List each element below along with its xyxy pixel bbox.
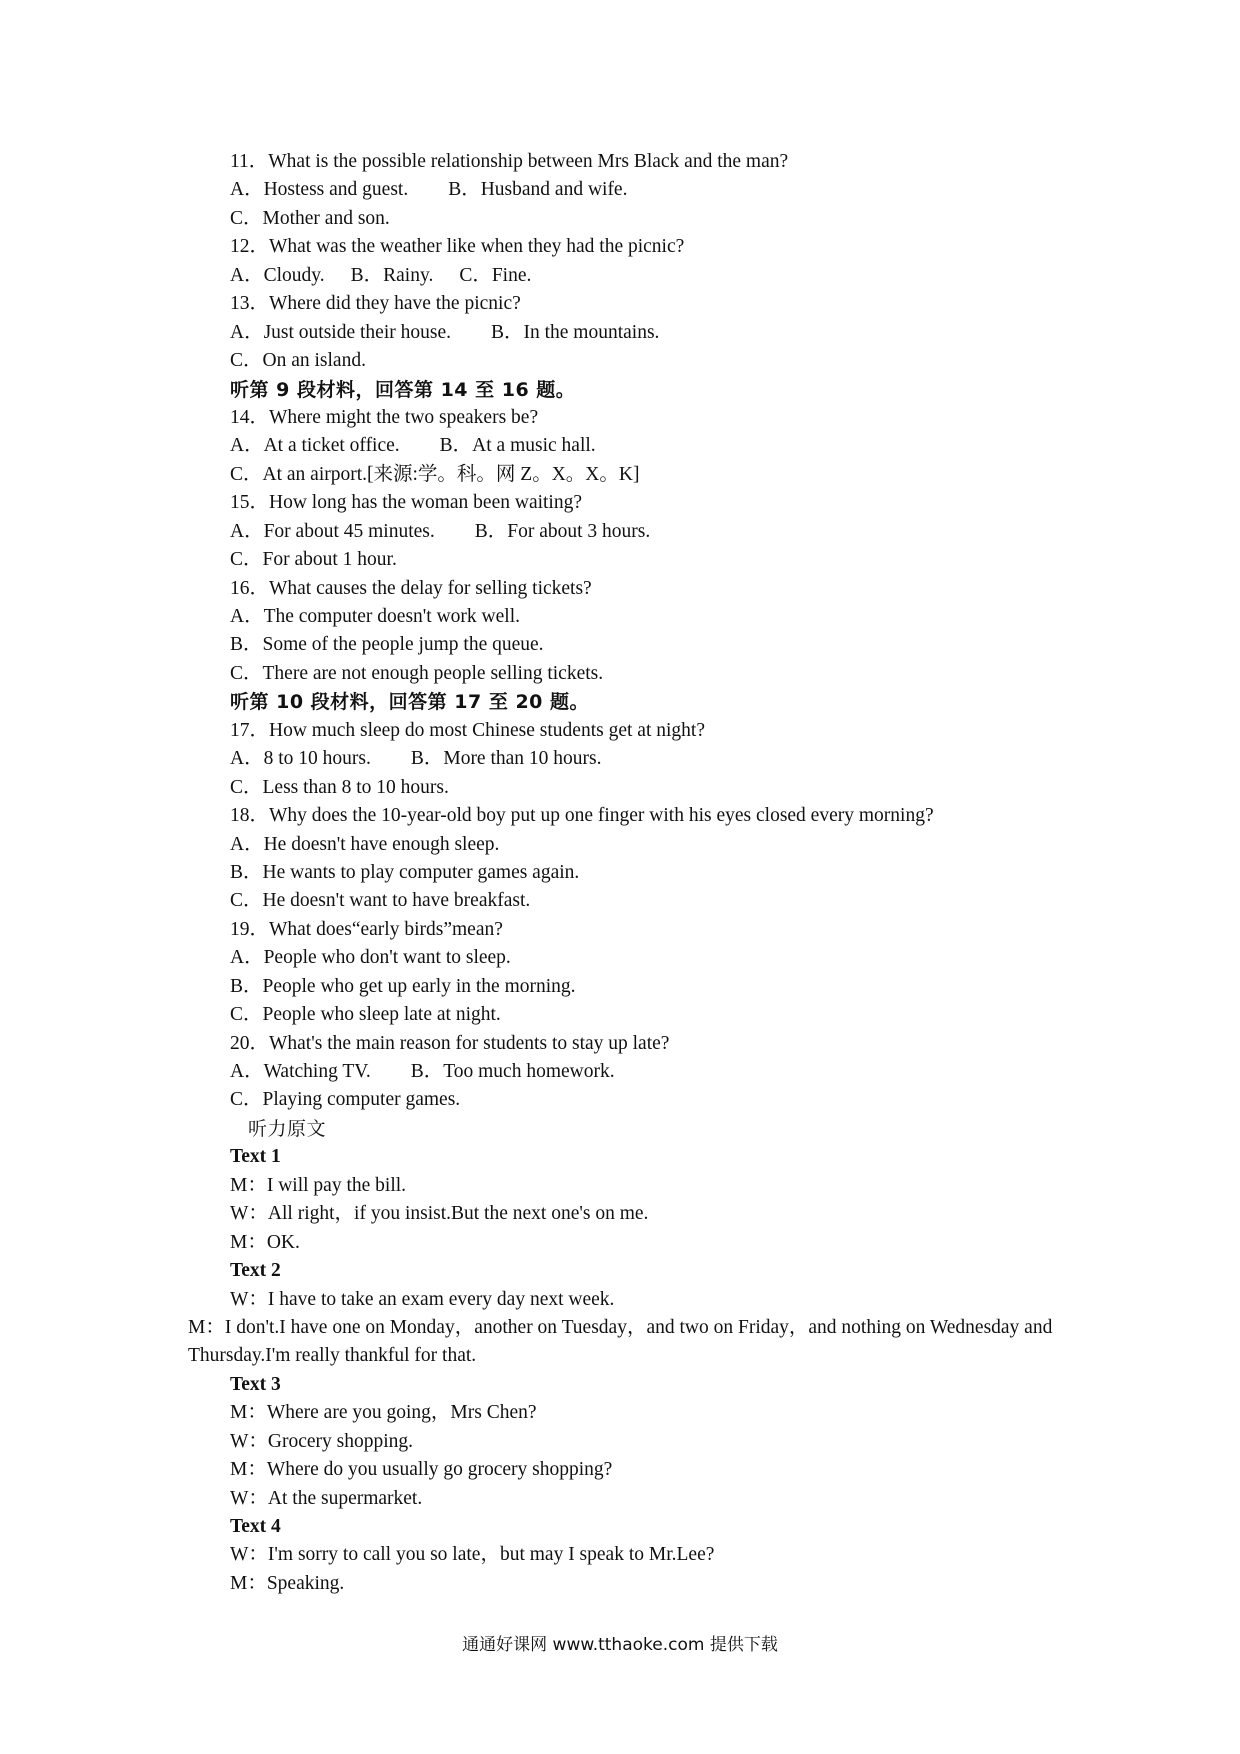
text-3-line-3: M：Where do you usually go grocery shopping? xyxy=(230,1459,613,1481)
question-18-option-b: B．He wants to play computer games again. xyxy=(230,861,580,883)
question-14: 14．Where might the two speakers be? xyxy=(230,406,539,428)
option-b: B．In the mountains. xyxy=(490,321,660,343)
question-15: 15．How long has the woman been waiting? xyxy=(230,492,583,514)
text-4-line-2: M：Speaking. xyxy=(230,1572,345,1594)
text-1-line-2: W：All right，if you insist.But the next one's on me. xyxy=(230,1203,649,1225)
question-14-options-ab xyxy=(230,432,1080,460)
question-16-option-c: C．There are not enough people selling tickets. xyxy=(230,662,604,684)
question-13: 13．Where did they have the picnic? xyxy=(230,293,521,315)
question-19-option-a: A．People who don't want to sleep. xyxy=(230,947,511,969)
option-c: C．Fine. xyxy=(459,264,532,286)
option-b: B．At a music hall. xyxy=(439,435,596,457)
text-2-line-1: W：I have to take an exam every day next week. xyxy=(230,1288,615,1310)
question-11-option-c: C．Mother and son. xyxy=(230,207,390,229)
question-20: 20．What's the main reason for students to stay up late? xyxy=(230,1032,670,1054)
option-b: B．More than 10 hours. xyxy=(410,748,602,770)
option-b: B．Husband and wife. xyxy=(448,179,628,201)
option-a: A．Watching TV. xyxy=(230,1061,371,1082)
option-a: A．Cloudy. xyxy=(230,264,325,286)
question-19-option-b: B．People who get up early in the morning. xyxy=(230,975,576,997)
question-17: 17．How much sleep do most Chinese students get at night? xyxy=(230,719,705,741)
text-2-line-2: M：I don't.I have one on Monday，another on Tuesday，and two on Friday，and nothing on Wednesday and Thursday.I'm really thankful for that. xyxy=(188,1316,1053,1367)
question-18: 18．Why does the 10-year-old boy put up one finger with his eyes closed every morning? xyxy=(230,805,934,827)
question-20-option-c: C．Playing computer games. xyxy=(230,1089,461,1111)
question-16-option-a: A．The computer doesn't work well. xyxy=(230,606,520,627)
question-15-option-c: C．For about 1 hour. xyxy=(230,549,397,571)
text-1-line-3: M：OK. xyxy=(230,1231,300,1253)
question-12-options xyxy=(230,262,1080,290)
section-heading-10: 听第 10 段材料，回答第 17 至 20 题。 xyxy=(230,691,590,714)
option-a: A．For about 45 minutes. xyxy=(230,520,435,542)
page-content xyxy=(188,148,1080,1598)
question-13-options-ab xyxy=(230,319,1080,347)
transcript-heading: 听力原文 xyxy=(248,1117,327,1140)
question-11-options-ab xyxy=(230,176,1080,204)
question-12: 12．What was the weather like when they had the picnic? xyxy=(230,236,685,258)
question-17-options-ab xyxy=(230,745,1080,773)
option-b: B．For about 3 hours. xyxy=(474,520,651,542)
question-14-option-c: C．At an airport.[来源:学。科。网 Z。X。X。K] xyxy=(230,463,640,485)
option-a: A．8 to 10 hours. xyxy=(230,748,371,770)
question-11: 11．What is the possible relationship between Mrs Black and the man? xyxy=(230,151,789,172)
question-17-option-c: C．Less than 8 to 10 hours. xyxy=(230,776,449,798)
text-4-heading: Text 4 xyxy=(230,1516,281,1538)
text-1-heading: Text 1 xyxy=(230,1146,281,1168)
option-a: A．At a ticket office. xyxy=(230,435,400,457)
question-15-options-ab xyxy=(230,518,1080,546)
text-2-heading: Text 2 xyxy=(230,1260,281,1282)
text-3-line-2: W：Grocery shopping. xyxy=(230,1430,414,1452)
question-20-options-ab xyxy=(230,1058,1080,1086)
page-footer: 通通好课网 www.tthaoke.com 提供下载 xyxy=(462,1635,778,1655)
text-4-line-1: W：I'm sorry to call you so late，but may I speak to Mr.Lee? xyxy=(230,1544,715,1566)
text-3-line-4: W：At the supermarket. xyxy=(230,1487,423,1509)
question-16-option-b: B．Some of the people jump the queue. xyxy=(230,634,544,656)
question-19: 19．What does“early birds”mean? xyxy=(230,918,503,940)
text-3-heading: Text 3 xyxy=(230,1373,281,1395)
option-a: A．Just outside their house. xyxy=(230,321,451,343)
question-18-option-c: C．He doesn't want to have breakfast. xyxy=(230,890,531,912)
option-b: B．Too much homework. xyxy=(410,1061,615,1082)
question-13-option-c: C．On an island. xyxy=(230,350,366,372)
question-19-option-c: C．People who sleep late at night. xyxy=(230,1004,501,1026)
option-a: A．Hostess and guest. xyxy=(230,179,409,201)
section-heading-9: 听第 9 段材料，回答第 14 至 16 题。 xyxy=(230,378,576,401)
text-3-line-1: M：Where are you going，Mrs Chen? xyxy=(230,1402,537,1424)
question-16: 16．What causes the delay for selling tickets? xyxy=(230,577,592,599)
text-1-line-1: M：I will pay the bill. xyxy=(230,1174,407,1196)
question-18-option-a: A．He doesn't have enough sleep. xyxy=(230,833,500,855)
option-b: B．Rainy. xyxy=(350,264,434,286)
